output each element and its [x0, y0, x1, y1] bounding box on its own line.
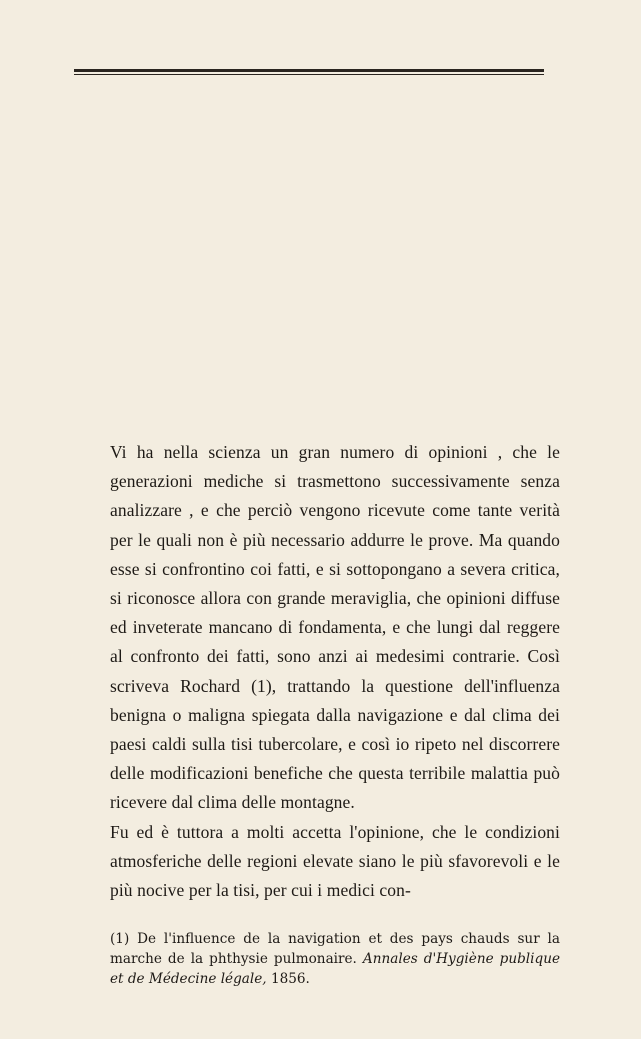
header-rule-thin: [74, 74, 544, 75]
footnote-mark: (1): [110, 931, 130, 947]
header-rule-thick: [74, 69, 544, 72]
footnote-year: 1856.: [270, 971, 310, 987]
footnote-source: Annales d'Hygiène publique et de Médecine légale,: [110, 951, 560, 987]
body-text: [110, 438, 560, 905]
footnote: [110, 929, 560, 989]
footnote-text: De l'influence de la navigation et des pays chauds sur la marche de la phthysie pulmonaire.: [110, 931, 560, 967]
paragraph-1: Vi ha nella scienza un gran numero di opinioni , che le generazioni mediche si trasmettono successivamente senza analizzare , e che perciò vengono ricevute come tante verità per le quali non è più necessario addurre le prove. Ma quando esse si confrontino coi fatti, e si sottopongano a severa critica, si riconosce allora con grande meraviglia, che opinioni diffuse ed inveterate mancano di fondamenta, e che lungi dal reggere al confronto dei fatti, sono anzi ai medesimi contrarie. Così scriveva Rochard (1), trattando la questione dell'influenza benigna o maligna spiegata dalla navigazione e dal clima dei paesi caldi sulla tisi tubercolare, e così io ripeto nel discorrere delle modificazioni benefiche che questa terribile malattia può ricevere dal clima delle montagne.: [110, 442, 560, 813]
paragraph-2: Fu ed è tuttora a molti accetta l'opinione, che le condizioni atmosferiche delle regioni elevate siano le più sfavorevoli e le più nocive per la tisi, per cui i medici con-: [110, 821, 560, 901]
